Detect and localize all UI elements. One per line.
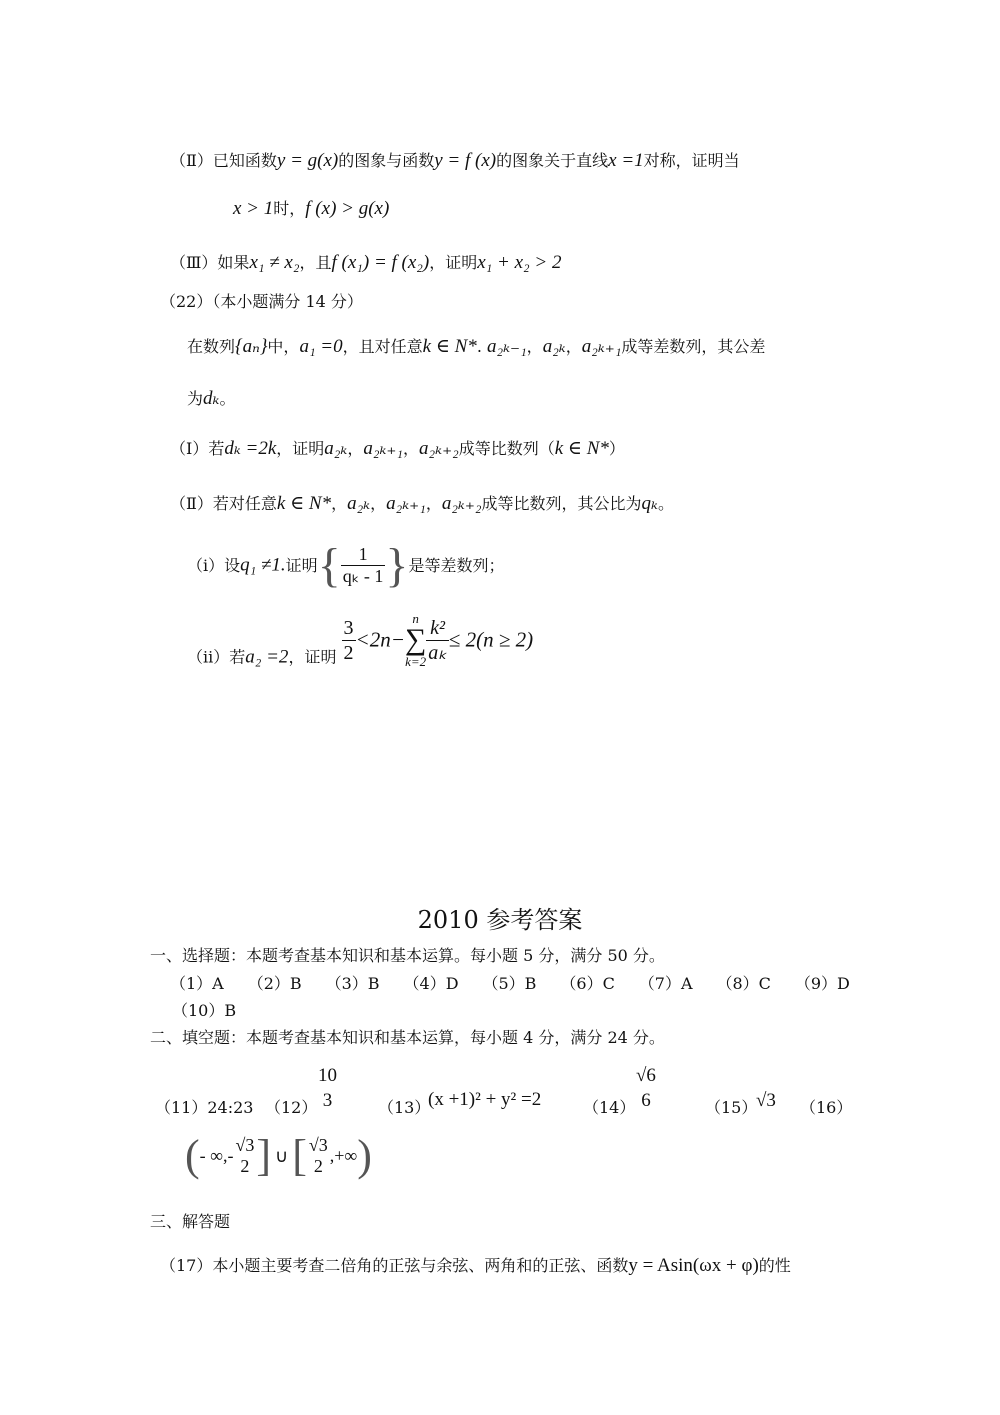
text: ， [370,494,387,513]
q22-part2-ii [187,612,533,669]
answer-13-label: （13） [378,1098,431,1117]
math-a1-eq-0: a₁ =0 [299,336,343,357]
frac-den: 2 [313,1156,323,1177]
math-k-in-n: k ∈ N* [422,336,477,357]
math-fx1-eq-fx2: f (x₁) = f (x₂) [331,252,430,273]
math-a2k: a₂ₖ [542,336,566,357]
text: ∪ [275,1145,289,1166]
math-a2k-1: a₂ₖ₋₁ [487,336,527,357]
mc-answer: （6）C [560,974,615,993]
math-a2k1: a₂ₖ₊₁ [363,438,404,459]
right-brace: } [385,539,409,592]
fraction-1-over-qk-1 [341,544,386,588]
answer-16-math [185,1130,372,1183]
text: ，证明 [276,439,325,458]
text: 为 [187,389,204,408]
frac-den: qₖ - 1 [342,566,384,587]
text: ， [565,337,582,356]
frac-den: aₖ [428,641,447,664]
mc-answer-10: （10）B [172,1001,237,1020]
text: 证明 [285,556,318,576]
math-x-gt-1: x > 1 [233,198,274,219]
q22-line1 [187,336,765,359]
text: . [476,337,482,356]
text: （i）设 [187,556,241,576]
math-x-eq-1: x =1 [608,150,644,171]
q22-part1 [170,438,625,461]
q22-part2 [170,493,674,516]
fraction-sqrt3-over-2 [307,1135,330,1178]
text: 成等比数列（ [458,439,555,458]
sum-symbol: ∑ [404,623,427,656]
frac-num: √3 [235,1134,255,1155]
mc-answer: （8）C [716,974,771,993]
text: 的图象与函数 [338,151,435,170]
answers-title: 2010 参考答案 [417,906,583,934]
left-bracket: [ [292,1131,307,1180]
math-seq-an: {aₙ} [235,336,268,357]
text: （Ⅰ）若 [170,439,225,458]
sum-upper: n [412,611,419,626]
q22-header: （22）（本小题满分 14 分） [160,292,363,311]
q22-line2 [187,388,235,411]
math-dk: dₖ [203,388,220,409]
text: ,+∞ [329,1145,358,1166]
answer-15-label: （15） [705,1098,758,1117]
mc-answer: （9）D [794,974,850,993]
answer-11: （11）24:23 [155,1098,254,1117]
math-qk: qₖ [641,493,658,514]
math-y-eq-fx: y = f (x) [434,150,497,171]
text: 在数列 [187,337,236,356]
math-q1-neq-1: q₁ ≠1. [240,554,286,576]
math-lt-2n-minus: <2n− [355,627,405,652]
text: 成等比数列，其公比为 [481,494,642,513]
right-paren: ) [357,1131,372,1180]
frac-den: 3 [322,1089,333,1111]
math-x1-plus-x2-gt-2: x₁ + x₂ > 2 [477,252,562,273]
math-a2k1: a₂ₖ₊₁ [581,336,622,357]
text: 成等差数列，其公差 [621,337,766,356]
section-multiple-choice: 一、选择题：本题考查基本知识和基本运算。每小题 5 分，满分 50 分。 [150,946,665,965]
fraction-3-over-2 [342,616,356,665]
math-y-eq-gx: y = g(x) [276,150,339,171]
text: （17）本小题主要考查二倍角的正弦与余弦、两角和的正弦、函数 [160,1256,629,1275]
mc-answer: （2）B [247,974,302,993]
text: ，证明 [288,647,337,667]
math-le-2: ≤ 2(n ≥ 2) [448,627,534,652]
math-fx-gt-gx: f (x) > g(x) [305,198,390,219]
math-k-in-n: k ∈ N* [276,493,332,514]
math-asin: y = Asin(ωx + φ) [628,1255,759,1276]
frac-num: 10 [318,1065,337,1086]
answer-12-fraction [318,1064,337,1113]
frac-num: 1 [358,543,368,564]
left-brace: { [317,539,341,592]
frac-num: 3 [343,616,354,639]
text: （ii）若 [187,647,246,667]
answer-14-label: （14） [583,1098,636,1117]
math-a2k2: a₂ₖ₊₂ [419,438,459,459]
frac-num: √3 [308,1134,328,1155]
section-fill-in: 二、填空题：本题考查基本知识和基本运算，每小题 4 分，满分 24 分。 [150,1028,665,1047]
text: 对称，证明当 [643,151,740,170]
math-a2-eq-2: a₂ =2 [245,646,289,668]
text: - ∞,- [199,1145,234,1166]
math-x1-neq-x2: x₁ ≠ x₂ [249,252,300,273]
frac-den: 6 [641,1089,651,1111]
text: ， [331,494,348,513]
q22-part2-i [187,537,504,595]
left-paren: ( [185,1131,200,1180]
math-a2k1: a₂ₖ₊₁ [386,493,426,514]
section-solutions: 三、解答题 [150,1212,231,1231]
text: 中， [267,337,300,356]
answer-16-label: （16） [800,1098,853,1117]
answer-14-fraction [636,1064,656,1113]
math-a2k: a₂ₖ [324,438,348,459]
right-bracket: ] [256,1131,272,1180]
q17-line [160,1255,791,1278]
text: ， [425,494,442,513]
mc-answer: （5）B [482,974,537,993]
q21-part2-line1 [170,150,740,173]
text: 是等差数列； [408,556,505,576]
text: ，且 [299,253,332,272]
math-a2k2: a₂ₖ₊₂ [441,493,482,514]
summation [405,612,426,668]
sum-lower: k=2 [405,654,427,669]
text: 。 [219,389,236,408]
frac-num: √6 [636,1065,656,1086]
mc-answer: （4）D [403,974,459,993]
text: 时， [273,199,306,218]
text: ， [347,439,364,458]
q21-part3-line [170,252,561,275]
q21-part3-label: （Ⅲ）如果 [170,253,250,272]
text: ） [608,439,625,458]
frac-num: k² [430,616,445,639]
text: ， [526,337,543,356]
text: ， [403,439,420,458]
mc-answer: （7）A [638,974,693,993]
text: ，证明 [429,253,478,272]
answer-13-math: (x +1)² + y² =2 [428,1089,542,1110]
text: 。 [657,494,674,513]
math-k-in-n: k ∈ N* [554,438,609,459]
mc-answer: （1）A [170,974,224,993]
mc-answer: （3）B [325,974,380,993]
frac-den: 2 [343,641,354,664]
answer-15-math: √3 [756,1090,776,1111]
q21-part2-label: （Ⅱ）已知函数 [170,151,277,170]
frac-den: 2 [240,1156,250,1177]
math-dk-eq-2k: dₖ =2k [224,438,277,459]
math-a2k: a₂ₖ [347,493,371,514]
text: 的图象关于直线 [496,151,609,170]
fraction-sqrt3-over-2 [233,1135,256,1178]
mc-answers-row [170,974,850,993]
text: ，且对任意 [342,337,423,356]
answer-12-label: （12） [265,1098,318,1117]
text: 的性 [758,1256,791,1275]
q21-part2-line2 [233,198,389,221]
fraction-k2-over-ak [426,616,449,665]
text: （Ⅱ）若对任意 [170,494,277,513]
